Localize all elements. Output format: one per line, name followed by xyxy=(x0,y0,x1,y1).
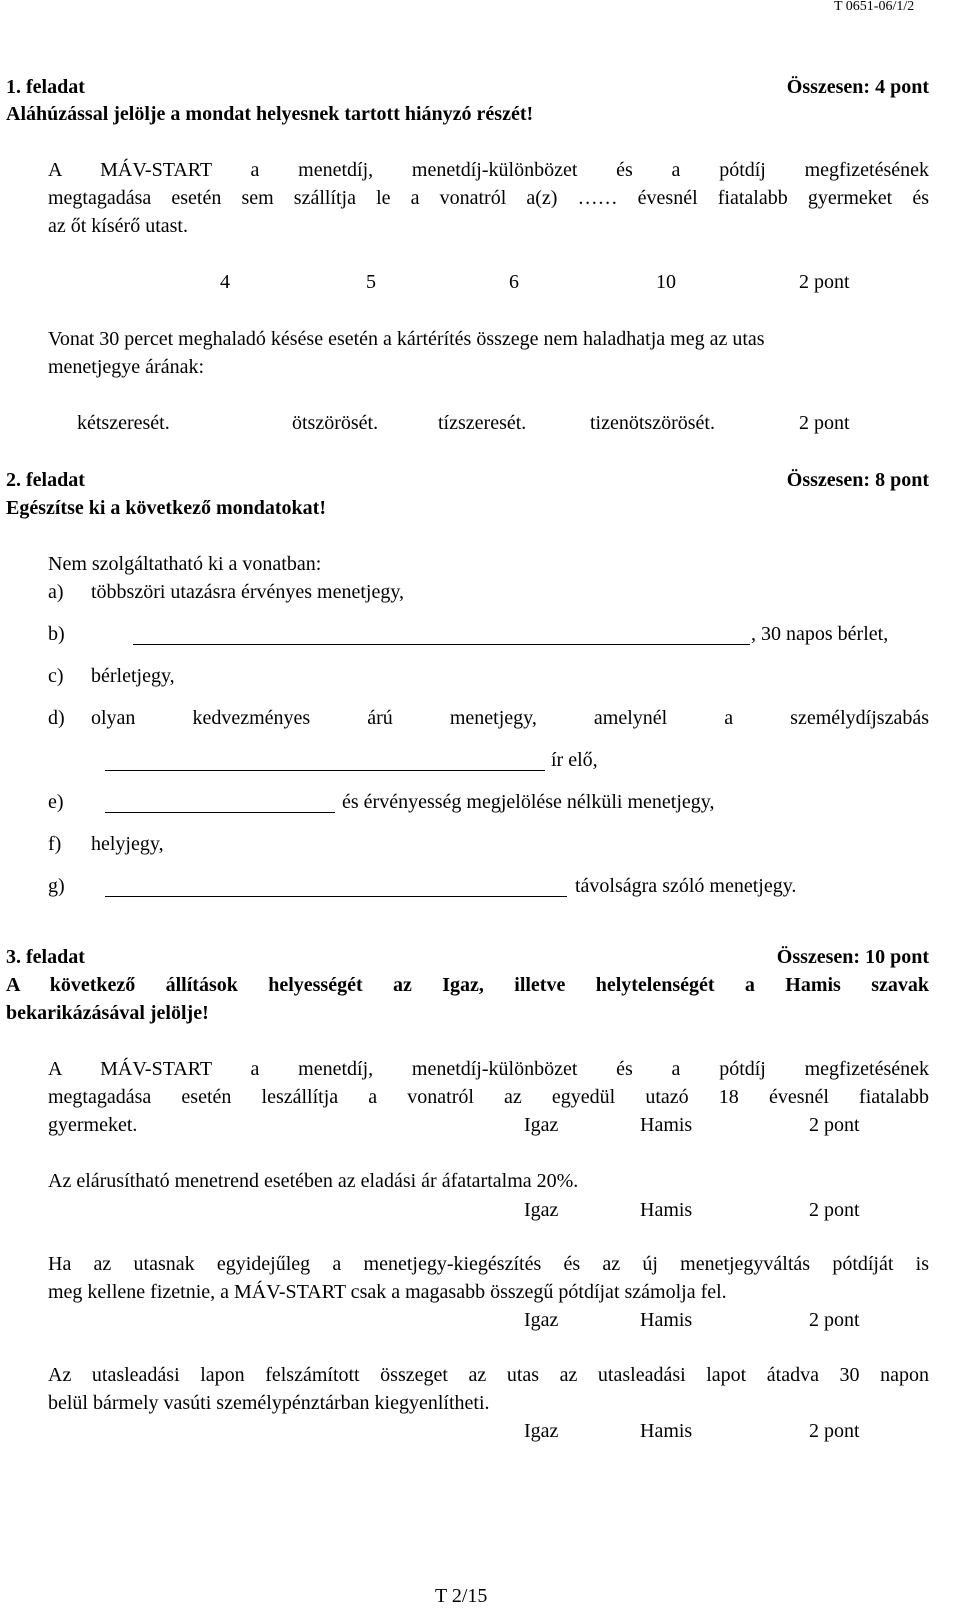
task1-q2-option-3[interactable]: tízszeresét. xyxy=(438,412,527,434)
task2-item-d-letter: d) xyxy=(48,707,65,729)
task3-statement-4-points: 2 pont xyxy=(809,1420,860,1442)
task2-item-g-blank[interactable] xyxy=(105,896,567,897)
task2-item-b-letter: b) xyxy=(48,623,65,645)
task2-total: Összesen: 8 pont xyxy=(786,469,929,491)
task3-statement-4-true[interactable]: Igaz xyxy=(524,1420,559,1442)
task1-q1-line2: megtagadása esetén sem szállítja le a vonatról a(z) …… évesnél fiatalabb gyermeket és xyxy=(48,187,929,209)
task3-statement-3-points: 2 pont xyxy=(809,1309,860,1331)
task2-item-d-blank[interactable] xyxy=(105,770,545,771)
task3-statement-1-true[interactable]: Igaz xyxy=(524,1114,559,1136)
task3-instruction-line2: bekarikázásával jelölje! xyxy=(6,1002,209,1024)
task3-statement-1-line3: gyermeket. xyxy=(48,1114,138,1136)
task1-q1-option-3[interactable]: 6 xyxy=(509,271,519,293)
task1-q2-line2: menetjegye árának: xyxy=(48,356,205,378)
task3-title: 3. feladat xyxy=(6,946,85,968)
task1-q1-option-4[interactable]: 10 xyxy=(656,271,676,293)
task2-item-e-letter: e) xyxy=(48,791,64,813)
task3-statement-3-line1: Ha az utasnak egyidejűleg a menetjegy-kiegészítés és az új menetjegyváltás pótdíját is xyxy=(48,1253,929,1275)
task2-item-g-letter: g) xyxy=(48,875,65,897)
task1-total: Összesen: 4 pont xyxy=(786,76,929,98)
task1-title: 1. feladat xyxy=(6,76,85,98)
task2-item-c-letter: c) xyxy=(48,665,64,687)
task3-total: Összesen: 10 pont xyxy=(776,946,929,968)
document-code: T 0651-06/1/2 xyxy=(834,0,915,14)
task3-statement-4-line2: belül bármely vasúti személypénztárban kiegyenlítheti. xyxy=(48,1392,490,1414)
task2-item-f-text: helyjegy, xyxy=(91,833,164,855)
task1-instruction: Aláhúzással jelölje a mondat helyesnek tartott hiányzó részét! xyxy=(6,103,534,125)
task1-q1-points: 2 pont xyxy=(799,271,850,293)
task1-q2-option-1[interactable]: kétszeresét. xyxy=(77,412,170,434)
task1-q2-points: 2 pont xyxy=(799,412,850,434)
task2-item-f-letter: f) xyxy=(48,833,62,855)
task3-statement-1-line1: A MÁV-START a menetdíj, menetdíj-különbözet és a pótdíj megfizetésének xyxy=(48,1058,929,1080)
task3-statement-4-false[interactable]: Hamis xyxy=(640,1420,693,1442)
task1-q1-option-1[interactable]: 4 xyxy=(220,271,230,293)
task2-item-e-text: és érvényesség megjelölése nélküli menetjegy, xyxy=(342,791,715,813)
task2-intro: Nem szolgáltatható ki a vonatban: xyxy=(48,553,322,575)
task1-q1-line3: az őt kísérő utast. xyxy=(48,215,188,237)
task1-q2-line1: Vonat 30 percet meghaladó késése esetén a kártérítés összege nem haladhatja meg az utas xyxy=(48,328,765,350)
task2-item-c-text: bérletjegy, xyxy=(91,665,175,687)
task3-statement-3-true[interactable]: Igaz xyxy=(524,1309,559,1331)
task3-statement-2-false[interactable]: Hamis xyxy=(640,1199,693,1221)
task2-item-a-text: többszöri utazásra érvényes menetjegy, xyxy=(91,581,405,603)
task2-item-g-text: távolságra szóló menetjegy. xyxy=(575,875,797,897)
task2-item-d-line1: olyan kedvezményes árú menetjegy, amelynél a személydíjszabás xyxy=(91,707,929,729)
task3-statement-1-line2: megtagadása esetén leszállítja a vonatról az egyedül utazó 18 évesnél fiatalabb xyxy=(48,1086,929,1108)
task1-q1-option-2[interactable]: 5 xyxy=(366,271,376,293)
task3-statement-3-line2: meg kellene fizetnie, a MÁV-START csak a magasabb összegű pótdíjat számolja fel. xyxy=(48,1281,727,1303)
task3-statement-2-line1: Az elárusítható menetrend esetében az eladási ár áfatartalma 20%. xyxy=(48,1170,579,1192)
task2-item-d-line2: ír elő, xyxy=(551,749,598,771)
task3-statement-4-line1: Az utasleadási lapon felszámított összeget az utas az utasleadási lapot átadva 30 napon xyxy=(48,1364,929,1386)
task1-q2-option-2[interactable]: ötszörösét. xyxy=(292,412,379,434)
task2-item-b-text: , 30 napos bérlet, xyxy=(751,623,889,645)
task2-item-b-blank[interactable] xyxy=(133,644,750,645)
task1-q1-line1: A MÁV-START a menetdíj, menetdíj-különbözet és a pótdíj megfizetésének xyxy=(48,159,929,181)
task3-statement-2-points: 2 pont xyxy=(809,1199,860,1221)
task3-statement-1-points: 2 pont xyxy=(809,1114,860,1136)
task3-statement-2-true[interactable]: Igaz xyxy=(524,1199,559,1221)
task3-statement-3-false[interactable]: Hamis xyxy=(640,1309,693,1331)
task2-item-e-blank[interactable] xyxy=(105,812,335,813)
task2-item-a-letter: a) xyxy=(48,581,64,603)
task2-instruction: Egészítse ki a következő mondatokat! xyxy=(6,497,326,519)
task2-title: 2. feladat xyxy=(6,469,85,491)
task3-statement-1-false[interactable]: Hamis xyxy=(640,1114,693,1136)
task3-instruction-line1: A következő állítások helyességét az Igaz, illetve helytelenségét a Hamis szavak xyxy=(6,974,929,996)
page-number: T 2/15 xyxy=(435,1585,488,1607)
task1-q2-option-4[interactable]: tizenötszörösét. xyxy=(590,412,715,434)
